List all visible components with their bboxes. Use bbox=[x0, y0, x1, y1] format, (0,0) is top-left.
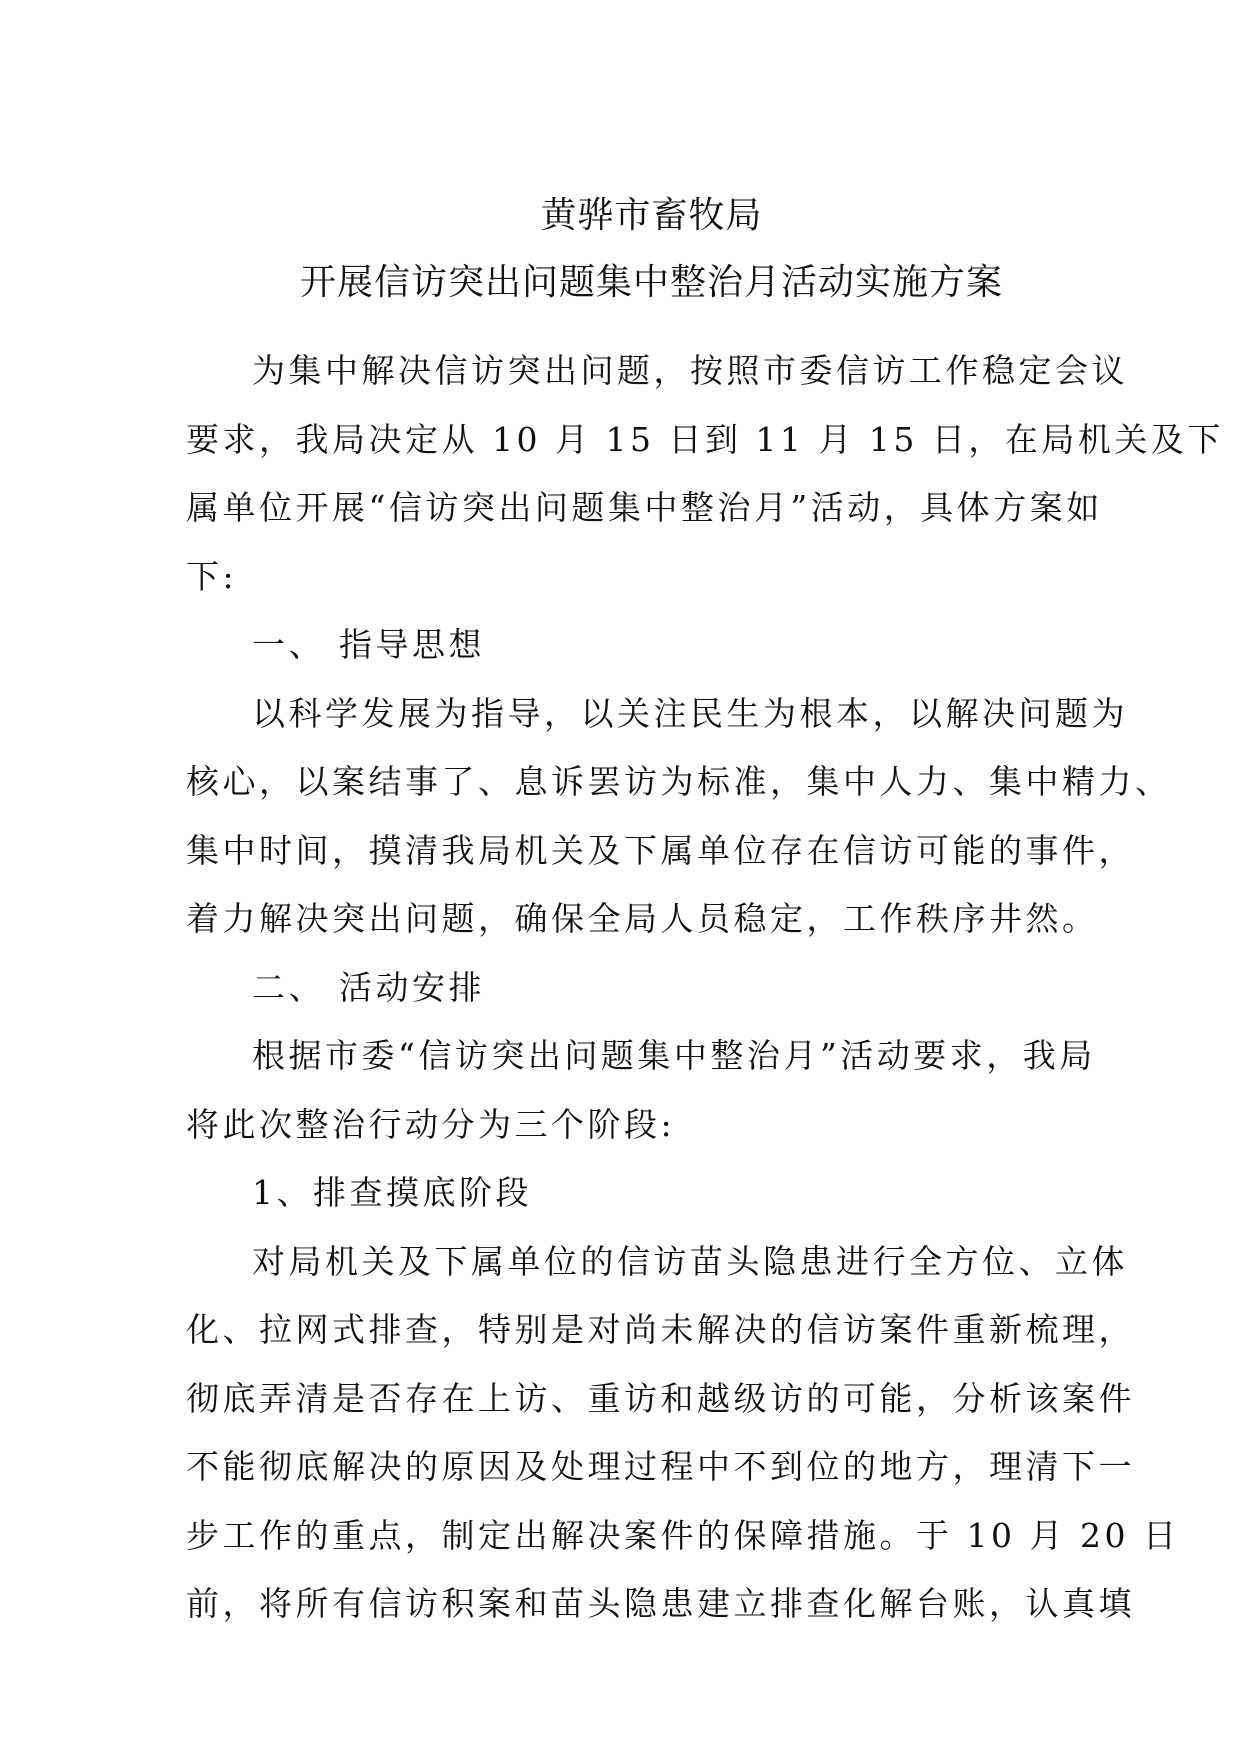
paragraph-line: 要求，我局决定从 10 月 15 日到 11 月 15 日，在局机关及下 bbox=[186, 419, 1224, 459]
paragraph-line: 将此次整治行动分为三个阶段: bbox=[186, 1104, 676, 1144]
paragraph-line: 前，将所有信访积案和苗头隐患建立排查化解台账，认真填 bbox=[186, 1584, 1135, 1623]
document-title-line-2: 开展信访突出问题集中整治月活动实施方案 bbox=[299, 262, 1003, 303]
document-body bbox=[186, 337, 1224, 1639]
paragraph-line: 下: bbox=[186, 556, 238, 596]
paragraph-line: 集中时间，摸清我局机关及下属单位存在信访可能的事件， bbox=[186, 830, 1135, 870]
paragraph-line: 不能彻底解决的原因及处理过程中不到位的地方，理清下一 bbox=[186, 1447, 1135, 1486]
document-title-line-1: 黄骅市畜牧局 bbox=[540, 195, 763, 236]
paragraph-line: 步工作的重点，制定出解决案件的保障措施。于 10 月 20 日 bbox=[186, 1515, 1180, 1555]
paragraph-line: 着力解决突出问题，确保全局人员稳定，工作秩序井然。 bbox=[186, 899, 1099, 938]
paragraph-line: 核心，以案结事了、息诉罢访为标准，集中人力、集中精力、 bbox=[186, 762, 1172, 801]
section-heading-activity-arrangement: 二、 活动安排 bbox=[252, 967, 485, 1007]
paragraph-line: 为集中解决信访突出问题，按照市委信访工作稳定会议 bbox=[252, 351, 1128, 390]
paragraph-line: 化、拉网式排查，特别是对尚未解决的信访案件重新梳理， bbox=[186, 1310, 1135, 1349]
subsection-heading-investigation-stage: 1、排查摸底阶段 bbox=[252, 1173, 532, 1212]
paragraph-line: 属单位开展“信访突出问题集中整治月”活动，具体方案如 bbox=[186, 488, 1103, 527]
paragraph-line: 彻底弄清是否存在上访、重访和越级访的可能，分析该案件 bbox=[186, 1378, 1135, 1418]
paragraph-line: 以科学发展为指导，以关注民生为根本，以解决问题为 bbox=[252, 693, 1128, 733]
paragraph-line: 对局机关及下属单位的信访苗头隐患进行全方位、立体 bbox=[252, 1241, 1128, 1281]
paragraph-line: 根据市委“信访突出问题集中整治月”活动要求，我局 bbox=[252, 1036, 1096, 1075]
section-heading-guiding-ideology: 一、 指导思想 bbox=[252, 625, 485, 664]
